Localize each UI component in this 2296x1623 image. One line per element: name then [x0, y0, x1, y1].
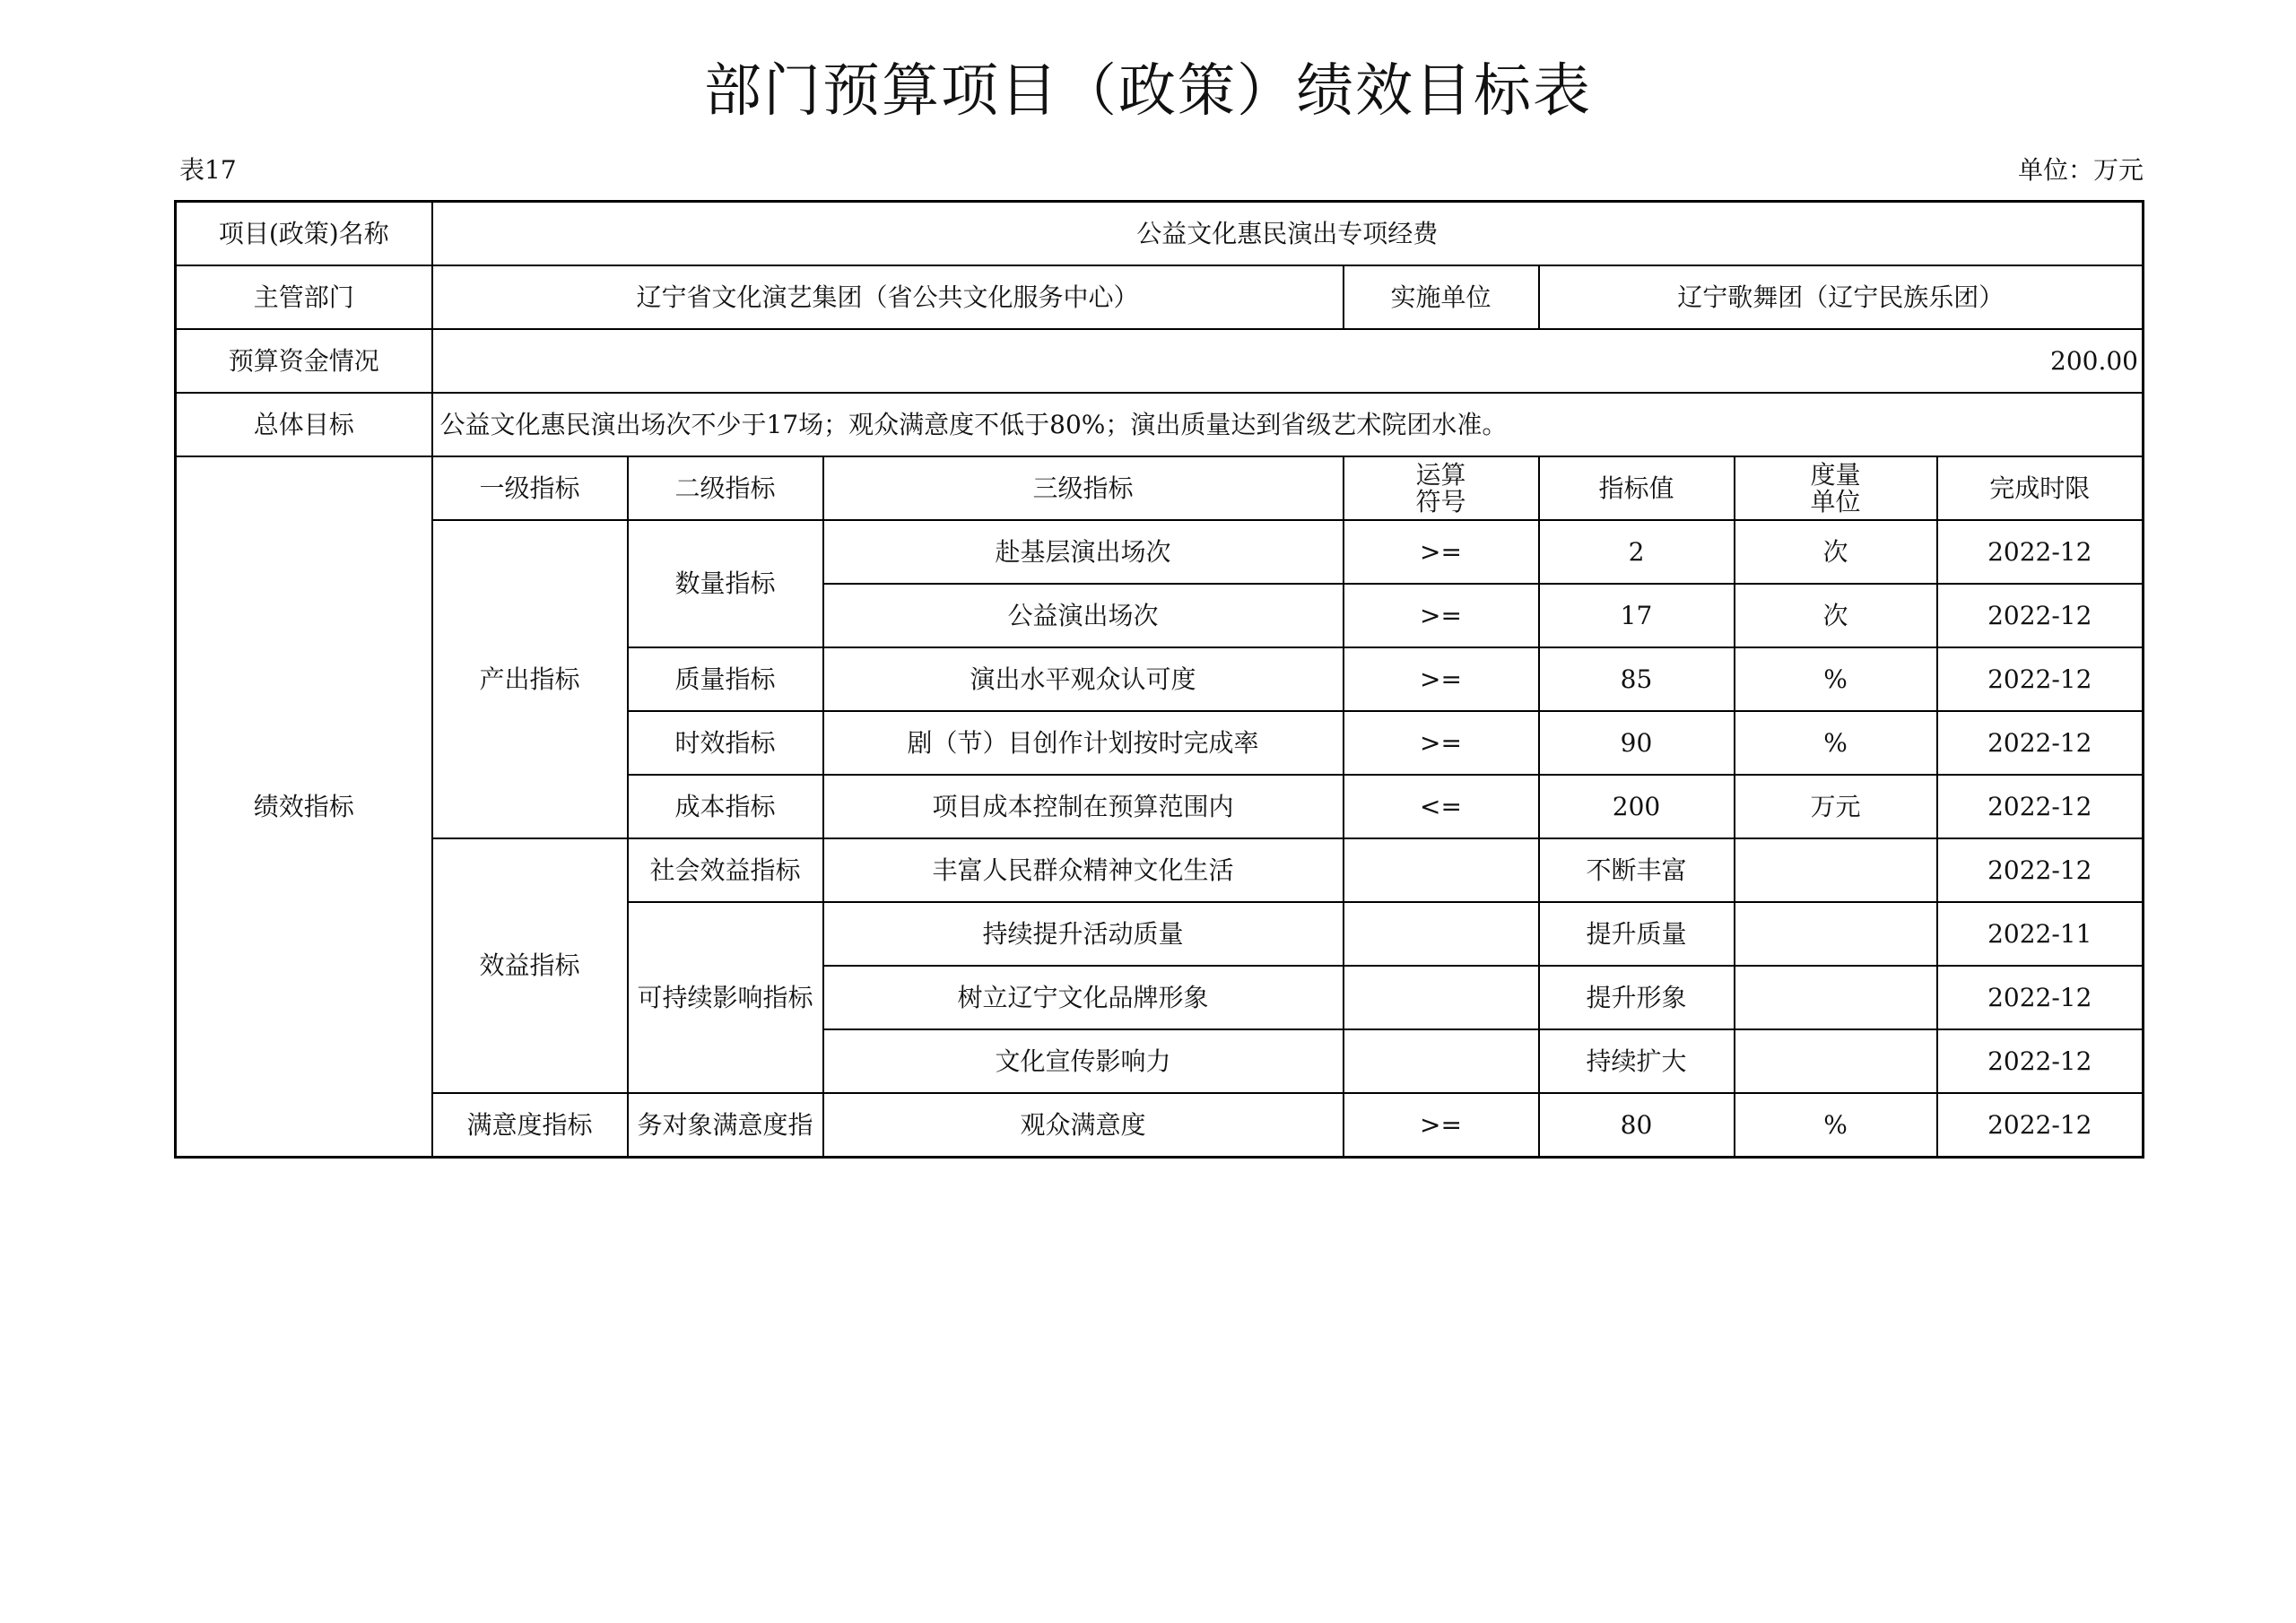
indicator-name: 观众满意度	[823, 1093, 1344, 1158]
project-name-value: 公益文化惠民演出专项经费	[432, 202, 2144, 266]
header-unit-line1: 度量	[1810, 459, 1861, 490]
indicator-value: 200	[1539, 775, 1735, 838]
header-deadline: 完成时限	[1937, 456, 2144, 520]
indicator-deadline: 2022-12	[1937, 711, 2144, 775]
group-service-satisfaction: 务对象满意度指	[628, 1093, 823, 1158]
budget-label: 预算资金情况	[176, 329, 432, 393]
table-row	[176, 1093, 2144, 1158]
performance-target-table	[174, 200, 2144, 1159]
indicator-value: 持续扩大	[1539, 1029, 1735, 1093]
table-row	[176, 520, 2144, 584]
indicator-unit	[1735, 966, 1937, 1029]
group-benefit: 效益指标	[432, 838, 628, 1093]
indicator-value: 85	[1539, 647, 1735, 711]
indicator-unit	[1735, 838, 1937, 902]
overall-goal-row	[176, 393, 2144, 456]
indicator-operator	[1344, 1029, 1539, 1093]
indicator-deadline: 2022-12	[1937, 647, 2144, 711]
indicator-value: 90	[1539, 711, 1735, 775]
header-operator-line2: 符号	[1415, 486, 1466, 516]
page-title: 部门预算项目（政策）绩效目标表	[704, 58, 1592, 125]
indicator-deadline: 2022-11	[1937, 902, 2144, 966]
table-number: 表17	[179, 155, 237, 185]
indicator-value: 17	[1539, 584, 1735, 647]
header-level1: 一级指标	[432, 456, 628, 520]
implementer-label: 实施单位	[1344, 265, 1539, 329]
indicator-operator: >=	[1344, 584, 1539, 647]
indicator-name: 树立辽宁文化品牌形象	[823, 966, 1344, 1029]
department-label: 主管部门	[176, 265, 432, 329]
overall-goal-value: 公益文化惠民演出场次不少于17场；观众满意度不低于80%；演出质量达到省级艺术院团水准。	[432, 393, 2144, 456]
group-sustainable: 可持续影响指标	[628, 902, 823, 1093]
indicator-value: 提升形象	[1539, 966, 1735, 1029]
indicator-value: 不断丰富	[1539, 838, 1735, 902]
group-timeliness: 时效指标	[628, 711, 823, 775]
performance-label: 绩效指标	[176, 456, 432, 1158]
indicator-name: 持续提升活动质量	[823, 902, 1344, 966]
indicator-unit: %	[1735, 1093, 1937, 1158]
indicator-operator	[1344, 838, 1539, 902]
department-row	[176, 265, 2144, 329]
unit-label: 单位：万元	[2017, 155, 2144, 185]
indicator-operator: >=	[1344, 1093, 1539, 1158]
indicator-value: 80	[1539, 1093, 1735, 1158]
header-operator	[1344, 456, 1539, 520]
indicator-unit: 万元	[1735, 775, 1937, 838]
group-satisfaction: 满意度指标	[432, 1093, 628, 1158]
indicator-unit	[1735, 1029, 1937, 1093]
group-social: 社会效益指标	[628, 838, 823, 902]
indicator-operator: >=	[1344, 711, 1539, 775]
indicator-unit: %	[1735, 711, 1937, 775]
overall-goal-label: 总体目标	[176, 393, 432, 456]
header-target: 指标值	[1539, 456, 1735, 520]
indicator-name: 文化宣传影响力	[823, 1029, 1344, 1093]
budget-value: 200.00	[432, 329, 2144, 393]
indicator-deadline: 2022-12	[1937, 1093, 2144, 1158]
indicator-operator: <=	[1344, 775, 1539, 838]
indicator-name: 公益演出场次	[823, 584, 1344, 647]
indicator-deadline: 2022-12	[1937, 1029, 2144, 1093]
indicator-deadline: 2022-12	[1937, 775, 2144, 838]
indicator-unit: 次	[1735, 584, 1937, 647]
group-cost: 成本指标	[628, 775, 823, 838]
header-unit	[1735, 456, 1937, 520]
indicator-name: 项目成本控制在预算范围内	[823, 775, 1344, 838]
indicator-operator	[1344, 902, 1539, 966]
indicator-value: 提升质量	[1539, 902, 1735, 966]
implementer-value: 辽宁歌舞团（辽宁民族乐团）	[1539, 265, 2144, 329]
indicator-unit: %	[1735, 647, 1937, 711]
indicator-operator: >=	[1344, 520, 1539, 584]
indicator-deadline: 2022-12	[1937, 584, 2144, 647]
indicator-operator: >=	[1344, 647, 1539, 711]
group-output: 产出指标	[432, 520, 628, 838]
header-level3: 三级指标	[823, 456, 1344, 520]
department-value: 辽宁省文化演艺集团（省公共文化服务中心）	[432, 265, 1344, 329]
indicator-name: 剧（节）目创作计划按时完成率	[823, 711, 1344, 775]
indicator-deadline: 2022-12	[1937, 966, 2144, 1029]
group-quantity: 数量指标	[628, 520, 823, 647]
group-quality: 质量指标	[628, 647, 823, 711]
indicator-name: 演出水平观众认可度	[823, 647, 1344, 711]
indicator-name: 赴基层演出场次	[823, 520, 1344, 584]
indicator-name: 丰富人民群众精神文化生活	[823, 838, 1344, 902]
indicator-unit: 次	[1735, 520, 1937, 584]
project-name-label: 项目(政策)名称	[176, 202, 432, 266]
header-operator-line1: 运算	[1415, 459, 1466, 490]
header-level2: 二级指标	[628, 456, 823, 520]
project-name-row	[176, 202, 2144, 266]
table-row	[176, 838, 2144, 902]
indicator-deadline: 2022-12	[1937, 838, 2144, 902]
indicator-operator	[1344, 966, 1539, 1029]
indicator-header-row	[176, 456, 2144, 520]
indicator-unit	[1735, 902, 1937, 966]
indicator-deadline: 2022-12	[1937, 520, 2144, 584]
indicator-value: 2	[1539, 520, 1735, 584]
budget-row	[176, 329, 2144, 393]
header-unit-line2: 单位	[1810, 486, 1861, 516]
